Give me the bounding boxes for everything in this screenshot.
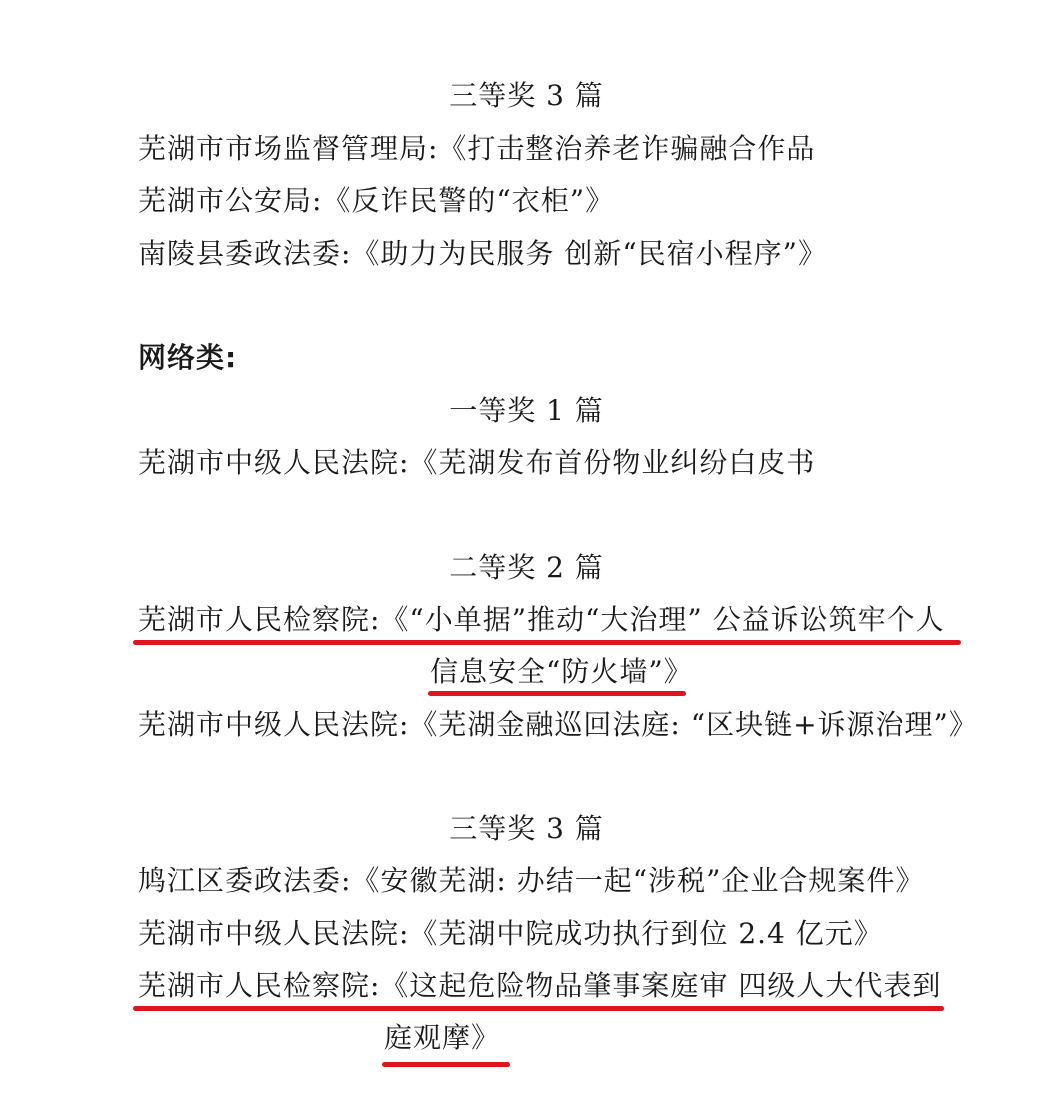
award-entry-highlighted: 芜湖市人民检察院:《“小单据”推动“大治理” 公益诉讼筑牢个人 bbox=[138, 603, 945, 636]
award-entry: 芜湖市中级人民法院:《芜湖金融巡回法庭: “区块链+诉源治理”》 bbox=[138, 708, 978, 741]
award-entry: 芜湖市中级人民法院:《芜湖中院成功执行到位 2.4 亿元》 bbox=[138, 917, 883, 950]
award-entry-highlighted: 芜湖市人民检察院:《这起危险物品肇事案庭审 四级人大代表到 bbox=[138, 969, 942, 1002]
award-entry: 芜湖市公安局:《反诈民警的“衣柜”》 bbox=[138, 184, 615, 217]
award-entry: 芜湖市市场监督管理局:《打击整治养老诈骗融合作品 bbox=[138, 132, 816, 165]
award-entry: 鸠江区委政法委:《安徽芜湖: 办结一起“涉税”企业合规案件》 bbox=[138, 864, 925, 897]
first-prize-heading: 一等奖 1 篇 bbox=[449, 394, 604, 427]
third-prize-heading: 三等奖 3 篇 bbox=[449, 812, 604, 845]
red-underline bbox=[133, 1006, 944, 1011]
second-prize-heading: 二等奖 2 篇 bbox=[449, 551, 604, 584]
red-underline bbox=[382, 1062, 510, 1067]
red-underline bbox=[133, 640, 961, 645]
red-underline bbox=[428, 691, 686, 696]
award-entry: 芜湖市中级人民法院:《芜湖发布首份物业纠纷白皮书 bbox=[138, 446, 816, 479]
award-entry-highlighted-continued: 庭观摩》 bbox=[384, 1021, 501, 1054]
award-entry-highlighted-continued: 信息安全“防火墙”》 bbox=[430, 655, 693, 688]
award-entry: 南陵县委政法委:《助力为民服务 创新“民宿小程序”》 bbox=[138, 237, 827, 270]
third-prize-heading: 三等奖 3 篇 bbox=[449, 79, 604, 112]
category-heading-network: 网络类: bbox=[138, 341, 238, 374]
